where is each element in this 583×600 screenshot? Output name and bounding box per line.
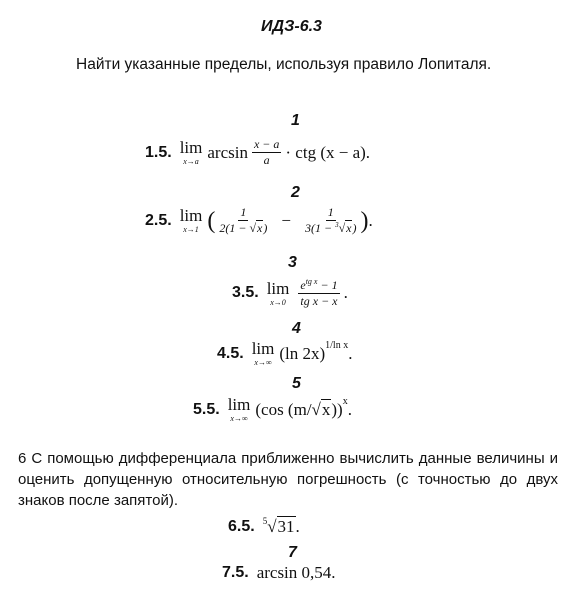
problem-number: 7.5. [222,564,249,581]
page-title: ИДЗ-6.3 [261,18,322,35]
lim-word: lim [227,395,251,414]
lim-word: lim [179,206,203,226]
denominator-part: 3(1 − [304,221,336,236]
function-name: arcsin [207,142,248,162]
radicand: 31 [277,517,295,536]
denominator: a [263,153,270,168]
lim-subscript: x→∞ [254,358,272,367]
section-6-instructions: 6 С помощью дифференциала приближенно вычислить данные величины и оценить допущенную относительную погрешность (с точностью до двух знаков после запятой). [18,450,558,509]
problem-1-5 [145,138,370,167]
numerator [298,278,339,294]
expression-tail: . [348,343,353,363]
expression-base: (ln 2x) [279,343,326,363]
instructions-text: Найти указанные пределы, используя правило Лопиталя. [76,56,492,73]
section-number-3: 3 [288,254,297,271]
lim-subscript: x→0 [270,297,286,307]
denominator: tg x − x [300,294,338,309]
expression-tail: . [368,210,373,230]
radicand: x [257,221,263,236]
exp-base: e [300,278,306,292]
lim-subscript: x→∞ [230,414,248,423]
denominator: 3(1 − $^3$√x) [304,221,357,236]
expression-tail: . [343,283,348,303]
radical-sign: √ [267,516,277,536]
expression: arcsin 0,54. [256,563,336,582]
limit-operator [267,280,290,307]
problem-number: 3.5. [232,284,259,302]
section-number-2: 2 [291,184,300,201]
exponent: x [342,396,348,407]
limit-operator [252,340,275,367]
expression-tail: · ctg (x − a). [285,142,371,162]
problem-number: 5.5. [193,400,220,418]
root-index: 3 [335,221,339,230]
problem-number: 2.5. [145,211,172,229]
problem-6-5 [228,516,300,537]
fraction-1 [219,206,267,235]
denominator-part: 2(1 − [219,221,250,236]
numerator: x − a [252,138,281,153]
limit-operator [228,396,251,423]
problem-number: 6.5. [228,517,255,535]
problem-3-5 [232,278,348,308]
numerator-rest: − 1 [317,278,338,292]
right-paren: ) [360,207,369,234]
root-index: 5 [262,515,268,526]
numerator: 1 [326,206,336,221]
lim-word: lim [266,278,290,298]
exponent: 1/ln x [325,340,349,351]
fraction [252,138,281,167]
denominator-part: ) [263,221,268,236]
problem-4-5 [217,340,352,367]
denominator-part: ) [352,221,357,236]
lim-subscript: x→1 [183,225,199,235]
left-paren: ( [207,207,216,234]
limit-operator [180,139,203,166]
fraction [298,278,339,308]
expression-part: )) [331,399,343,419]
problem-2-5 [145,206,373,235]
section-number-4: 4 [292,320,301,337]
problem-number: 4.5. [217,344,244,362]
expression-tail: . [295,516,300,536]
expression-part: (cos (m/ [255,399,312,419]
denominator: 2(1 − √x) [219,221,268,236]
lim-word: lim [179,138,203,158]
lim-word: lim [251,339,275,358]
limit-operator [180,207,203,234]
expression-tail: . [347,399,352,419]
problem-5-5: 5.5. lim x→∞ (cos (m/ √ x )) x . [193,395,352,423]
numerator: 1 [238,206,248,221]
minus-sign: − [281,210,291,230]
problem-number: 1.5. [145,143,172,161]
radicand: x [321,400,331,419]
section-number-1: 1 [291,112,300,129]
problem-7-5 [222,563,336,583]
fraction-2 [305,206,357,235]
exponent: tg x [305,277,318,286]
radicand: x [346,221,352,236]
section-number-7: 7 [288,544,297,561]
section-number-5: 5 [292,375,301,392]
lim-subscript: x→a [183,157,199,167]
